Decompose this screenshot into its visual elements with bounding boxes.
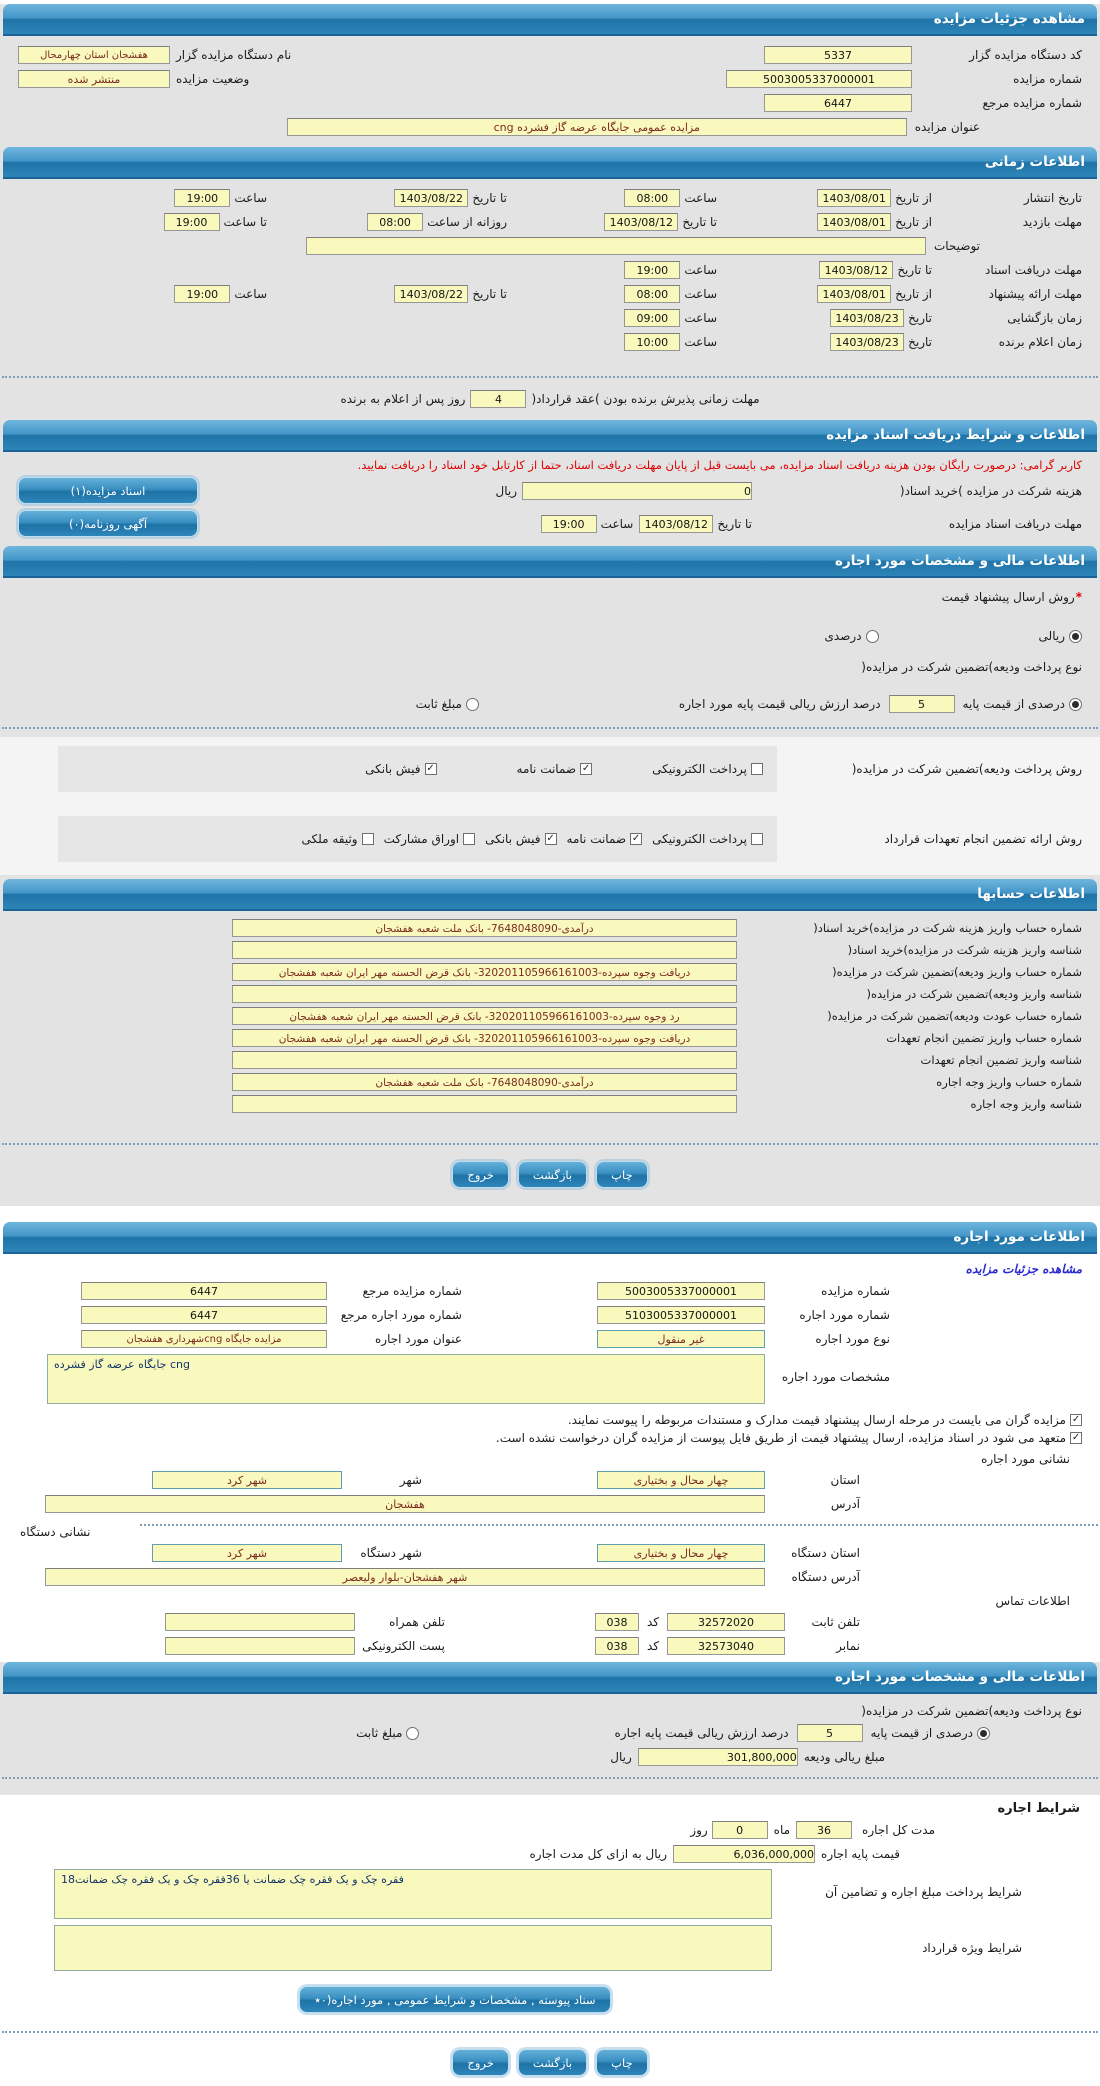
docs-fee-label: هزینه شرکت در مزایده )خرید اسناد( xyxy=(899,483,1082,498)
accept-deadline-label: مهلت زمانی پذیرش برنده بودن )عقد قرارداد( xyxy=(531,392,760,406)
publish-from-time-field[interactable]: 08:00 xyxy=(624,189,680,207)
special-terms-row xyxy=(0,1922,1100,1974)
opening-time-label: زمان بازگشایی xyxy=(1007,311,1082,325)
separator xyxy=(2,1143,1098,1145)
rental-item-no-field[interactable]: 5103005337000001 xyxy=(597,1306,765,1324)
time-row-publish xyxy=(0,179,1100,210)
publish-to-date-field[interactable]: 1403/08/22 xyxy=(394,189,468,207)
deposit-type-label-row xyxy=(0,657,1100,677)
price-method-options-row xyxy=(0,607,1100,657)
rental-item-ref-field[interactable]: 6447 xyxy=(81,1306,327,1324)
percent-of-base-suffix-2: درصد ارزش ریالی قیمت پایه اجاره xyxy=(614,1726,789,1740)
epay-checkbox-item[interactable] xyxy=(652,762,763,776)
required-asterisk: * xyxy=(1075,590,1082,604)
opening-date-field[interactable]: 1403/08/23 xyxy=(830,309,904,327)
checkbox-on-icon[interactable] xyxy=(425,763,437,775)
time-row-notes xyxy=(0,234,1100,258)
section-header-financial-title: اطلاعات مالی و مشخصات مورد اجاره xyxy=(835,553,1085,569)
account-row xyxy=(0,961,1100,983)
visit-to-date-field[interactable]: 1403/08/12 xyxy=(604,213,678,231)
from-date-label: از تاریخ xyxy=(895,191,932,205)
exit-button[interactable]: خروج xyxy=(452,2049,508,2076)
epay-label: پرداخت الکترونیکی xyxy=(652,832,747,846)
visit-daily-to-field[interactable]: 19:00 xyxy=(164,213,220,231)
lease-months-field[interactable]: 36 xyxy=(796,1821,852,1839)
account-field[interactable] xyxy=(232,985,737,1003)
docs-deadline-label: مهلت دریافت اسناد xyxy=(984,263,1082,277)
account-label: شناسه واریز هزینه شرکت در مزایده)خرید اسناد( xyxy=(847,943,1082,957)
rial-label: ریال xyxy=(495,483,517,498)
accept-deadline-suffix: روز پس از اعلام به برنده xyxy=(340,392,466,406)
bonds-checkbox-item[interactable] xyxy=(384,832,475,846)
percent-option-label: درصدی xyxy=(824,629,862,643)
payment-methods-band xyxy=(0,737,1100,875)
guarantee-method-row xyxy=(0,813,1100,865)
guarantee-label: ضمانت نامه xyxy=(566,832,627,846)
rental-province-row xyxy=(0,1468,1100,1492)
publish-date-label: تاریخ انتشار xyxy=(1023,191,1082,205)
auctioneer-code-field[interactable]: 5337 xyxy=(764,46,912,64)
offer-deadline-label: مهلت ارائه پیشنهاد xyxy=(988,287,1082,301)
guarantee-checkbox-item[interactable] xyxy=(567,832,643,846)
notes-field[interactable] xyxy=(306,237,926,255)
winner-date-field[interactable]: 1403/08/23 xyxy=(830,333,904,351)
month-label: ماه xyxy=(773,1823,791,1837)
deposit-amount-row xyxy=(0,1745,1100,1769)
docs-fee-row xyxy=(0,474,1100,507)
fixed-amount-option[interactable] xyxy=(416,697,479,711)
deposit-method-options xyxy=(58,746,777,792)
rental-auction-ref-label: شماره مزایده مرجع xyxy=(362,1284,462,1298)
percent-option[interactable] xyxy=(825,629,879,643)
account-row xyxy=(0,1071,1100,1093)
phone-field[interactable]: 32572020 xyxy=(667,1613,785,1631)
rental-auction-no-label: شماره مزایده xyxy=(821,1284,890,1298)
winner-time-label: زمان اعلام برنده xyxy=(998,335,1082,349)
city-field[interactable]: شهر کرد xyxy=(152,1471,342,1489)
publish-from-date-field[interactable]: 1403/08/01 xyxy=(817,189,891,207)
address-field[interactable]: هفشجان xyxy=(45,1495,765,1513)
special-terms-textarea[interactable] xyxy=(54,1925,772,1971)
account-label: شناسه واریز وجه اجاره xyxy=(970,1097,1082,1111)
daily-from-hour-label: روزانه از ساعت xyxy=(427,215,507,229)
details-row-2 xyxy=(0,67,1100,91)
docs-to-date-field[interactable]: 1403/08/12 xyxy=(819,261,893,279)
offer-from-date-field[interactable]: 1403/08/01 xyxy=(817,285,891,303)
visit-deadline-label: مهلت بازدید xyxy=(1022,215,1082,229)
hour-label: ساعت xyxy=(684,263,717,277)
checkbox-on-icon[interactable] xyxy=(580,763,592,775)
accept-days-field[interactable]: 4 xyxy=(470,390,526,408)
to-date-label: تا تاریخ xyxy=(472,191,507,205)
province-field[interactable]: چهار محال و بختیاری xyxy=(597,1471,765,1489)
phone-row xyxy=(0,1610,1100,1634)
percent-of-base-option-2[interactable] xyxy=(871,1726,990,1740)
auction-detail-page xyxy=(0,4,1100,2086)
section-header-time-title: اطلاعات زمانی xyxy=(984,154,1085,170)
account-row xyxy=(0,1005,1100,1027)
section-header-details xyxy=(3,4,1097,36)
org-province-label: استان دستگاه xyxy=(791,1546,860,1560)
rental-note-2-text: متعهد می شود در اسناد مزایده، ارسال پیشنهاد قیمت از طریق فایل پیوست از مزایده گران درخواست نشده است. xyxy=(495,1431,1066,1445)
account-label: شماره حساب واریز هزینه شرکت در مزایده)خرید اسناد( xyxy=(813,921,1082,935)
bonds-label: اوراق مشارکت xyxy=(383,832,460,846)
account-row xyxy=(0,917,1100,939)
rental-note-2 xyxy=(0,1429,1100,1447)
radio-on-icon[interactable] xyxy=(977,1727,990,1740)
rental-specs-label: مشخصات مورد اجاره xyxy=(781,1370,890,1384)
rental-address-title: نشانی مورد اجاره xyxy=(981,1452,1070,1466)
rental-item-title-label: عنوان مورد اجاره xyxy=(374,1332,462,1346)
bottom-actions xyxy=(0,2041,1100,2086)
rental-auction-no-field[interactable]: 5003005337000001 xyxy=(597,1282,765,1300)
docs-deadline-date-field[interactable]: 1403/08/12 xyxy=(639,515,713,533)
org-address-label: آدرس دستگاه xyxy=(791,1570,860,1584)
deposit-type-label-2: نوع پرداخت ودیعه)تضمین شرکت در مزایده( xyxy=(861,1704,1082,1718)
rial-label: ریال xyxy=(610,1750,632,1764)
fixed-amount-label: مبلغ ثابت xyxy=(415,697,462,711)
separator xyxy=(2,376,1098,378)
notes-label: توضیحات xyxy=(933,239,980,253)
bank-receipt-label: فیش بانکی xyxy=(485,832,541,846)
accept-deadline-row xyxy=(0,386,1100,416)
rental-item-ref-label: شماره مورد اجاره مرجع xyxy=(340,1308,462,1322)
rental-specs-textarea[interactable]: جایگاه عرضه گاز فشرده cng xyxy=(47,1354,765,1404)
docs-warning-text: کاربر گرامی: درصورت رایگان بودن هزینه دریافت اسناد مزایده، می بایست قبل از پایان مهلت دریافت اسناد، حتما از کارتابل خود اسناد را دریافت نمایید. xyxy=(357,458,1082,472)
epay-checkbox-item[interactable] xyxy=(652,832,763,846)
deposit-amount-field[interactable]: 301,800,000 xyxy=(638,1748,798,1766)
offer-to-date-field[interactable]: 1403/08/22 xyxy=(394,285,468,303)
section-header-docs-title: اطلاعات و شرایط دریافت اسناد مزایده xyxy=(826,427,1085,443)
email-label: پست الکترونیکی xyxy=(362,1639,445,1653)
date-label: تاریخ xyxy=(908,335,932,349)
deposit-percent-field[interactable]: 5 xyxy=(889,695,955,713)
lease-duration-row xyxy=(0,1818,1100,1842)
account-row xyxy=(0,939,1100,961)
rental-item-no-label: شماره مورد اجاره xyxy=(799,1308,890,1322)
mobile-field[interactable] xyxy=(165,1613,355,1631)
auction-number-label: شماره مزایده xyxy=(1013,72,1082,86)
time-row-opening xyxy=(0,306,1100,330)
city-label: شهر xyxy=(399,1473,422,1487)
rental-address-row xyxy=(0,1492,1100,1516)
account-label: شناسه واریز تضمین انجام تعهدات xyxy=(920,1053,1082,1067)
rental-item-type-label: نوع مورد اجاره xyxy=(815,1332,890,1346)
guarantee-method-options xyxy=(58,816,777,862)
address-label: آدرس xyxy=(830,1497,860,1511)
fax-code-field[interactable]: 038 xyxy=(595,1637,639,1655)
rental-specs-row xyxy=(0,1351,1100,1407)
code-label: کد xyxy=(646,1639,659,1653)
details-row-4 xyxy=(0,115,1100,139)
lease-base-price-suffix: ریال به ازای کل مدت اجاره xyxy=(529,1847,668,1861)
account-row xyxy=(0,1027,1100,1049)
fax-field[interactable]: 32573040 xyxy=(667,1637,785,1655)
account-row xyxy=(0,1093,1100,1115)
deposit-type-label-row-2 xyxy=(0,1694,1100,1721)
percent-of-base-option[interactable] xyxy=(963,697,1082,711)
separator xyxy=(2,2031,1098,2033)
account-field[interactable] xyxy=(232,1095,737,1113)
checkbox-on-icon[interactable] xyxy=(1070,1432,1082,1444)
auction-title-field[interactable]: مزایده عمومی جایگاه عرضه گاز فشرده cng xyxy=(287,118,907,136)
bank-receipt-checkbox-item[interactable] xyxy=(365,762,436,776)
auction-docs-button[interactable]: اسناد مزایده(۱) xyxy=(18,477,198,504)
docs-deadline-time-field[interactable]: 19:00 xyxy=(541,515,597,533)
to-date-label: تا تاریخ xyxy=(897,263,932,277)
account-field[interactable] xyxy=(232,941,737,959)
attach-button-row xyxy=(0,1974,1100,2017)
special-terms-label: شرایط ویژه قرارداد xyxy=(922,1941,1022,1955)
deposit-method-label: روش پرداخت ودیعه)تضمین شرکت در مزایده( xyxy=(851,762,1082,776)
lease-days-field[interactable]: 0 xyxy=(712,1821,768,1839)
radio-off-icon[interactable] xyxy=(406,1727,419,1740)
to-date-label: تا تاریخ xyxy=(472,287,507,301)
section-header-time xyxy=(3,147,1097,179)
checkbox-off-icon[interactable] xyxy=(463,833,475,845)
offer-to-time-field[interactable]: 19:00 xyxy=(174,285,230,303)
rental-row-2 xyxy=(0,1303,1100,1327)
section-header-financial2 xyxy=(3,1662,1097,1694)
guarantee-label: ضمانت نامه xyxy=(516,762,577,776)
radio-on-icon[interactable] xyxy=(1069,630,1082,643)
phone-label: تلفن ثابت xyxy=(811,1615,860,1629)
section-header-accounts xyxy=(3,879,1097,911)
checkbox-on-icon[interactable] xyxy=(630,833,642,845)
lease-terms-title: شرایط اجاره xyxy=(997,1801,1080,1816)
rental-note-1 xyxy=(0,1407,1100,1429)
separator xyxy=(2,727,1098,729)
auctioneer-name-field[interactable]: هفشجان استان چهارمحال xyxy=(18,46,170,64)
docs-deadline-row xyxy=(0,507,1100,540)
section-header-details-title: مشاهده جزئیات مزایده xyxy=(933,11,1085,27)
bank-receipt-checkbox-item[interactable] xyxy=(485,832,556,846)
lease-base-price-field[interactable]: 6,036,000,000 xyxy=(673,1845,815,1863)
lease-duration-label: مدت کل اجاره xyxy=(862,1823,935,1837)
separator xyxy=(2,1777,1098,1779)
email-field[interactable] xyxy=(165,1637,355,1655)
auction-number-field[interactable]: 5003005337000001 xyxy=(726,70,912,88)
deposit-percent-field-2[interactable]: 5 xyxy=(797,1724,863,1742)
org-address-field[interactable]: شهر هفشجان-بلوار ولیعصر xyxy=(45,1568,765,1586)
docs-fee-field[interactable]: 0 xyxy=(522,482,752,500)
checkbox-on-icon[interactable] xyxy=(1070,1414,1082,1426)
rial-option-label: ریالی xyxy=(1038,629,1065,643)
visit-from-date-field[interactable]: 1403/08/01 xyxy=(817,213,891,231)
time-row-offer xyxy=(0,282,1100,306)
phone-code-field[interactable]: 038 xyxy=(595,1613,639,1631)
code-label: کد xyxy=(646,1615,659,1629)
rental-item-type-field[interactable]: غیر منقول xyxy=(597,1330,765,1348)
date-label: تاریخ xyxy=(908,311,932,325)
account-row xyxy=(0,1049,1100,1071)
account-label: شماره حساب واریز تضمین انجام تعهدات xyxy=(886,1031,1082,1045)
hour-label: ساعت xyxy=(234,191,267,205)
deposit-method-row xyxy=(0,743,1100,795)
rental-auction-ref-field[interactable]: 6447 xyxy=(81,1282,327,1300)
account-label: شماره حساب واریز وجه اجاره xyxy=(936,1075,1082,1089)
docs-to-time-field[interactable]: 19:00 xyxy=(624,261,680,279)
rental-item-title-field[interactable]: مزایده جایگاه cngشهرداری هفشجان xyxy=(81,1330,327,1348)
rial-option[interactable] xyxy=(1039,629,1082,643)
auction-ref-field[interactable]: 6447 xyxy=(764,94,912,112)
rental-row-3 xyxy=(0,1327,1100,1351)
epay-label: پرداخت الکترونیکی xyxy=(652,762,747,776)
details-row-3 xyxy=(0,91,1100,115)
percent-of-base-suffix: درصد ارزش ریالی قیمت پایه مورد اجاره xyxy=(678,697,881,711)
to-date-label: تا تاریخ xyxy=(682,215,717,229)
winner-time-field[interactable]: 10:00 xyxy=(624,333,680,351)
percent-of-base-label: درصدی از قیمت پایه xyxy=(962,697,1065,711)
hour-label: ساعت xyxy=(234,287,267,301)
guarantee-checkbox-item[interactable] xyxy=(517,762,593,776)
day-label: روز xyxy=(690,1823,708,1837)
account-row xyxy=(0,983,1100,1005)
account-field[interactable] xyxy=(232,1051,737,1069)
auctioneer-code-label: کد دستگاه مزایده گزار xyxy=(969,48,1082,62)
deposit-type-options-row xyxy=(0,677,1100,719)
to-hour-label: تا ساعت xyxy=(223,215,267,229)
bank-receipt-label: فیش بانکی xyxy=(365,762,421,776)
auction-ref-label: شماره مزایده مرجع xyxy=(982,96,1082,110)
from-date-label: از تاریخ xyxy=(895,215,932,229)
payment-terms-textarea[interactable]: 18فقره چک و یک فقره چک ضمانت یا 36فقره چک و یک فقره چک ضمانت xyxy=(54,1869,772,1919)
account-field[interactable]: درآمدی-7648048090- بانک ملت شعبه هفشجان xyxy=(232,1073,737,1091)
payment-terms-row xyxy=(0,1866,1100,1922)
auctioneer-name-label: نام دستگاه مزایده گزار xyxy=(176,48,292,62)
time-row-docs xyxy=(0,258,1100,282)
deposit-amount-label: مبلغ ریالی ودیعه xyxy=(803,1750,885,1764)
docs-receive-deadline-label: مهلت دریافت اسناد مزایده xyxy=(948,516,1082,531)
hour-label: ساعت xyxy=(684,191,717,205)
deposit-type-label: نوع پرداخت ودیعه)تضمین شرکت در مزایده( xyxy=(861,660,1082,674)
org-city-label: شهر دستگاه xyxy=(360,1546,422,1560)
fax-row xyxy=(0,1634,1100,1658)
top-actions xyxy=(0,1153,1100,1198)
attached-docs-button[interactable]: سناد پیوسته , مشخصات و شرایط عمومی , مورد اجاره(۰٭ xyxy=(299,1986,610,2013)
details-row-1 xyxy=(0,36,1100,67)
section-header-financial xyxy=(3,546,1097,578)
mobile-label: تلفن همراه xyxy=(389,1615,445,1629)
checkbox-off-icon[interactable] xyxy=(751,833,763,845)
percent-of-base-label-2: درصدی از قیمت پایه xyxy=(870,1726,973,1740)
price-method-label-row xyxy=(0,578,1100,607)
offer-from-time-field[interactable]: 08:00 xyxy=(624,285,680,303)
back-button[interactable]: بازگشت xyxy=(518,1161,587,1188)
fixed-amount-label-2: مبلغ ثابت xyxy=(356,1726,403,1740)
account-label: شناسه واریز ودیعه)تضمین شرکت در مزایده( xyxy=(866,987,1082,1001)
section-header-docs xyxy=(3,420,1097,452)
hour-label: ساعت xyxy=(684,311,717,325)
org-province-row xyxy=(0,1541,1100,1565)
to-date-label: تا تاریخ xyxy=(717,516,752,531)
account-field[interactable]: دریافت وجوه سپرده-320201105966161003- بانک قرض الحسنه مهر ایران شعبه هفشجان xyxy=(232,963,737,981)
deposit-type-options-row-2 xyxy=(0,1721,1100,1745)
price-method-label: روش ارسال پیشنهاد قیمت xyxy=(941,590,1075,604)
checkbox-on-icon[interactable] xyxy=(545,833,557,845)
account-field[interactable]: رد وجوه سپرده-320201105966161003- بانک قرض الحسنه مهر ایران شعبه هفشجان xyxy=(232,1007,737,1025)
time-row-winner xyxy=(0,330,1100,354)
top-block xyxy=(0,4,1100,1206)
lease-base-price-label: قیمت پایه اجاره xyxy=(821,1847,900,1861)
back-button[interactable]: بازگشت xyxy=(518,2049,587,2076)
account-field[interactable]: درآمدی-7648048090- بانک ملت شعبه هفشجان xyxy=(232,919,737,937)
visit-daily-from-field[interactable]: 08:00 xyxy=(367,213,423,231)
fixed-amount-option-2[interactable] xyxy=(356,1726,419,1740)
province-label: استان xyxy=(830,1473,860,1487)
print-button[interactable]: چاپ xyxy=(596,2049,647,2076)
org-city-field[interactable]: شهر کرد xyxy=(152,1544,342,1562)
section-header-rental-title: اطلاعات مورد اجاره xyxy=(953,1229,1085,1245)
org-address-title: نشانی دستگاه xyxy=(20,1525,91,1539)
contact-title: اطلاعات تماس xyxy=(995,1594,1070,1608)
checkbox-off-icon[interactable] xyxy=(362,833,374,845)
publish-to-time-field[interactable]: 19:00 xyxy=(174,189,230,207)
rental-note-1-text: مزایده گران می بایست در مرحله ارسال پیشنهاد قیمت مدارک و مستندات مربوطه را پیوست نمایند. xyxy=(567,1413,1066,1427)
org-address-row xyxy=(0,1565,1100,1589)
radio-off-icon[interactable] xyxy=(466,698,479,711)
hour-label: ساعت xyxy=(684,335,717,349)
print-button[interactable]: چاپ xyxy=(596,1161,647,1188)
time-row-visit xyxy=(0,210,1100,234)
auction-title-label: عنوان مزایده xyxy=(914,120,980,134)
account-label: شماره حساب عودت ودیعه)تضمین شرکت در مزایده( xyxy=(827,1009,1082,1023)
financial2-block xyxy=(0,1662,1100,1795)
estate-collateral-checkbox-item[interactable] xyxy=(302,832,374,846)
org-province-field[interactable]: چهار محال و بختیاری xyxy=(597,1544,765,1562)
section-header-accounts-title: اطلاعات حسابها xyxy=(977,886,1085,902)
fax-label: نمابر xyxy=(836,1639,860,1653)
hour-label: ساعت xyxy=(600,516,634,531)
section-header-financial2-title: اطلاعات مالی و مشخصات مورد اجاره xyxy=(835,1669,1085,1685)
payment-terms-label: شرایط پرداخت مبلغ اجاره و تضامین آن xyxy=(825,1885,1022,1899)
checkbox-off-icon[interactable] xyxy=(751,763,763,775)
lease-price-row xyxy=(0,1842,1100,1866)
auction-status-label: وضعیت مزایده xyxy=(176,72,250,86)
account-field[interactable]: دریافت وجوه سپرده-320201105966161003- بانک قرض الحسنه مهر ایران شعبه هفشجان xyxy=(232,1029,737,1047)
radio-on-icon[interactable] xyxy=(1069,698,1082,711)
section-header-rental xyxy=(3,1222,1097,1254)
account-label: شماره حساب واریز ودیعه)تضمین شرکت در مزایده( xyxy=(832,965,1082,979)
exit-button[interactable]: خروج xyxy=(452,1161,508,1188)
auction-status-field[interactable]: منتشر شده xyxy=(18,70,170,88)
newspaper-ad-button[interactable]: آگهی روزنامه(۰) xyxy=(18,510,198,537)
estate-collateral-label: وثیقه ملکی xyxy=(301,832,358,846)
opening-time-field[interactable]: 09:00 xyxy=(624,309,680,327)
view-details-link-row xyxy=(0,1254,1100,1279)
from-date-label: از تاریخ xyxy=(895,287,932,301)
hour-label: ساعت xyxy=(684,287,717,301)
rental-row-1 xyxy=(0,1279,1100,1303)
view-auction-details-link[interactable]: مشاهده جزئیات مزایده xyxy=(965,1262,1082,1276)
radio-off-icon[interactable] xyxy=(866,630,879,643)
guarantee-method-label: روش ارائه تضمین انجام تعهدات قرارداد xyxy=(884,832,1082,846)
